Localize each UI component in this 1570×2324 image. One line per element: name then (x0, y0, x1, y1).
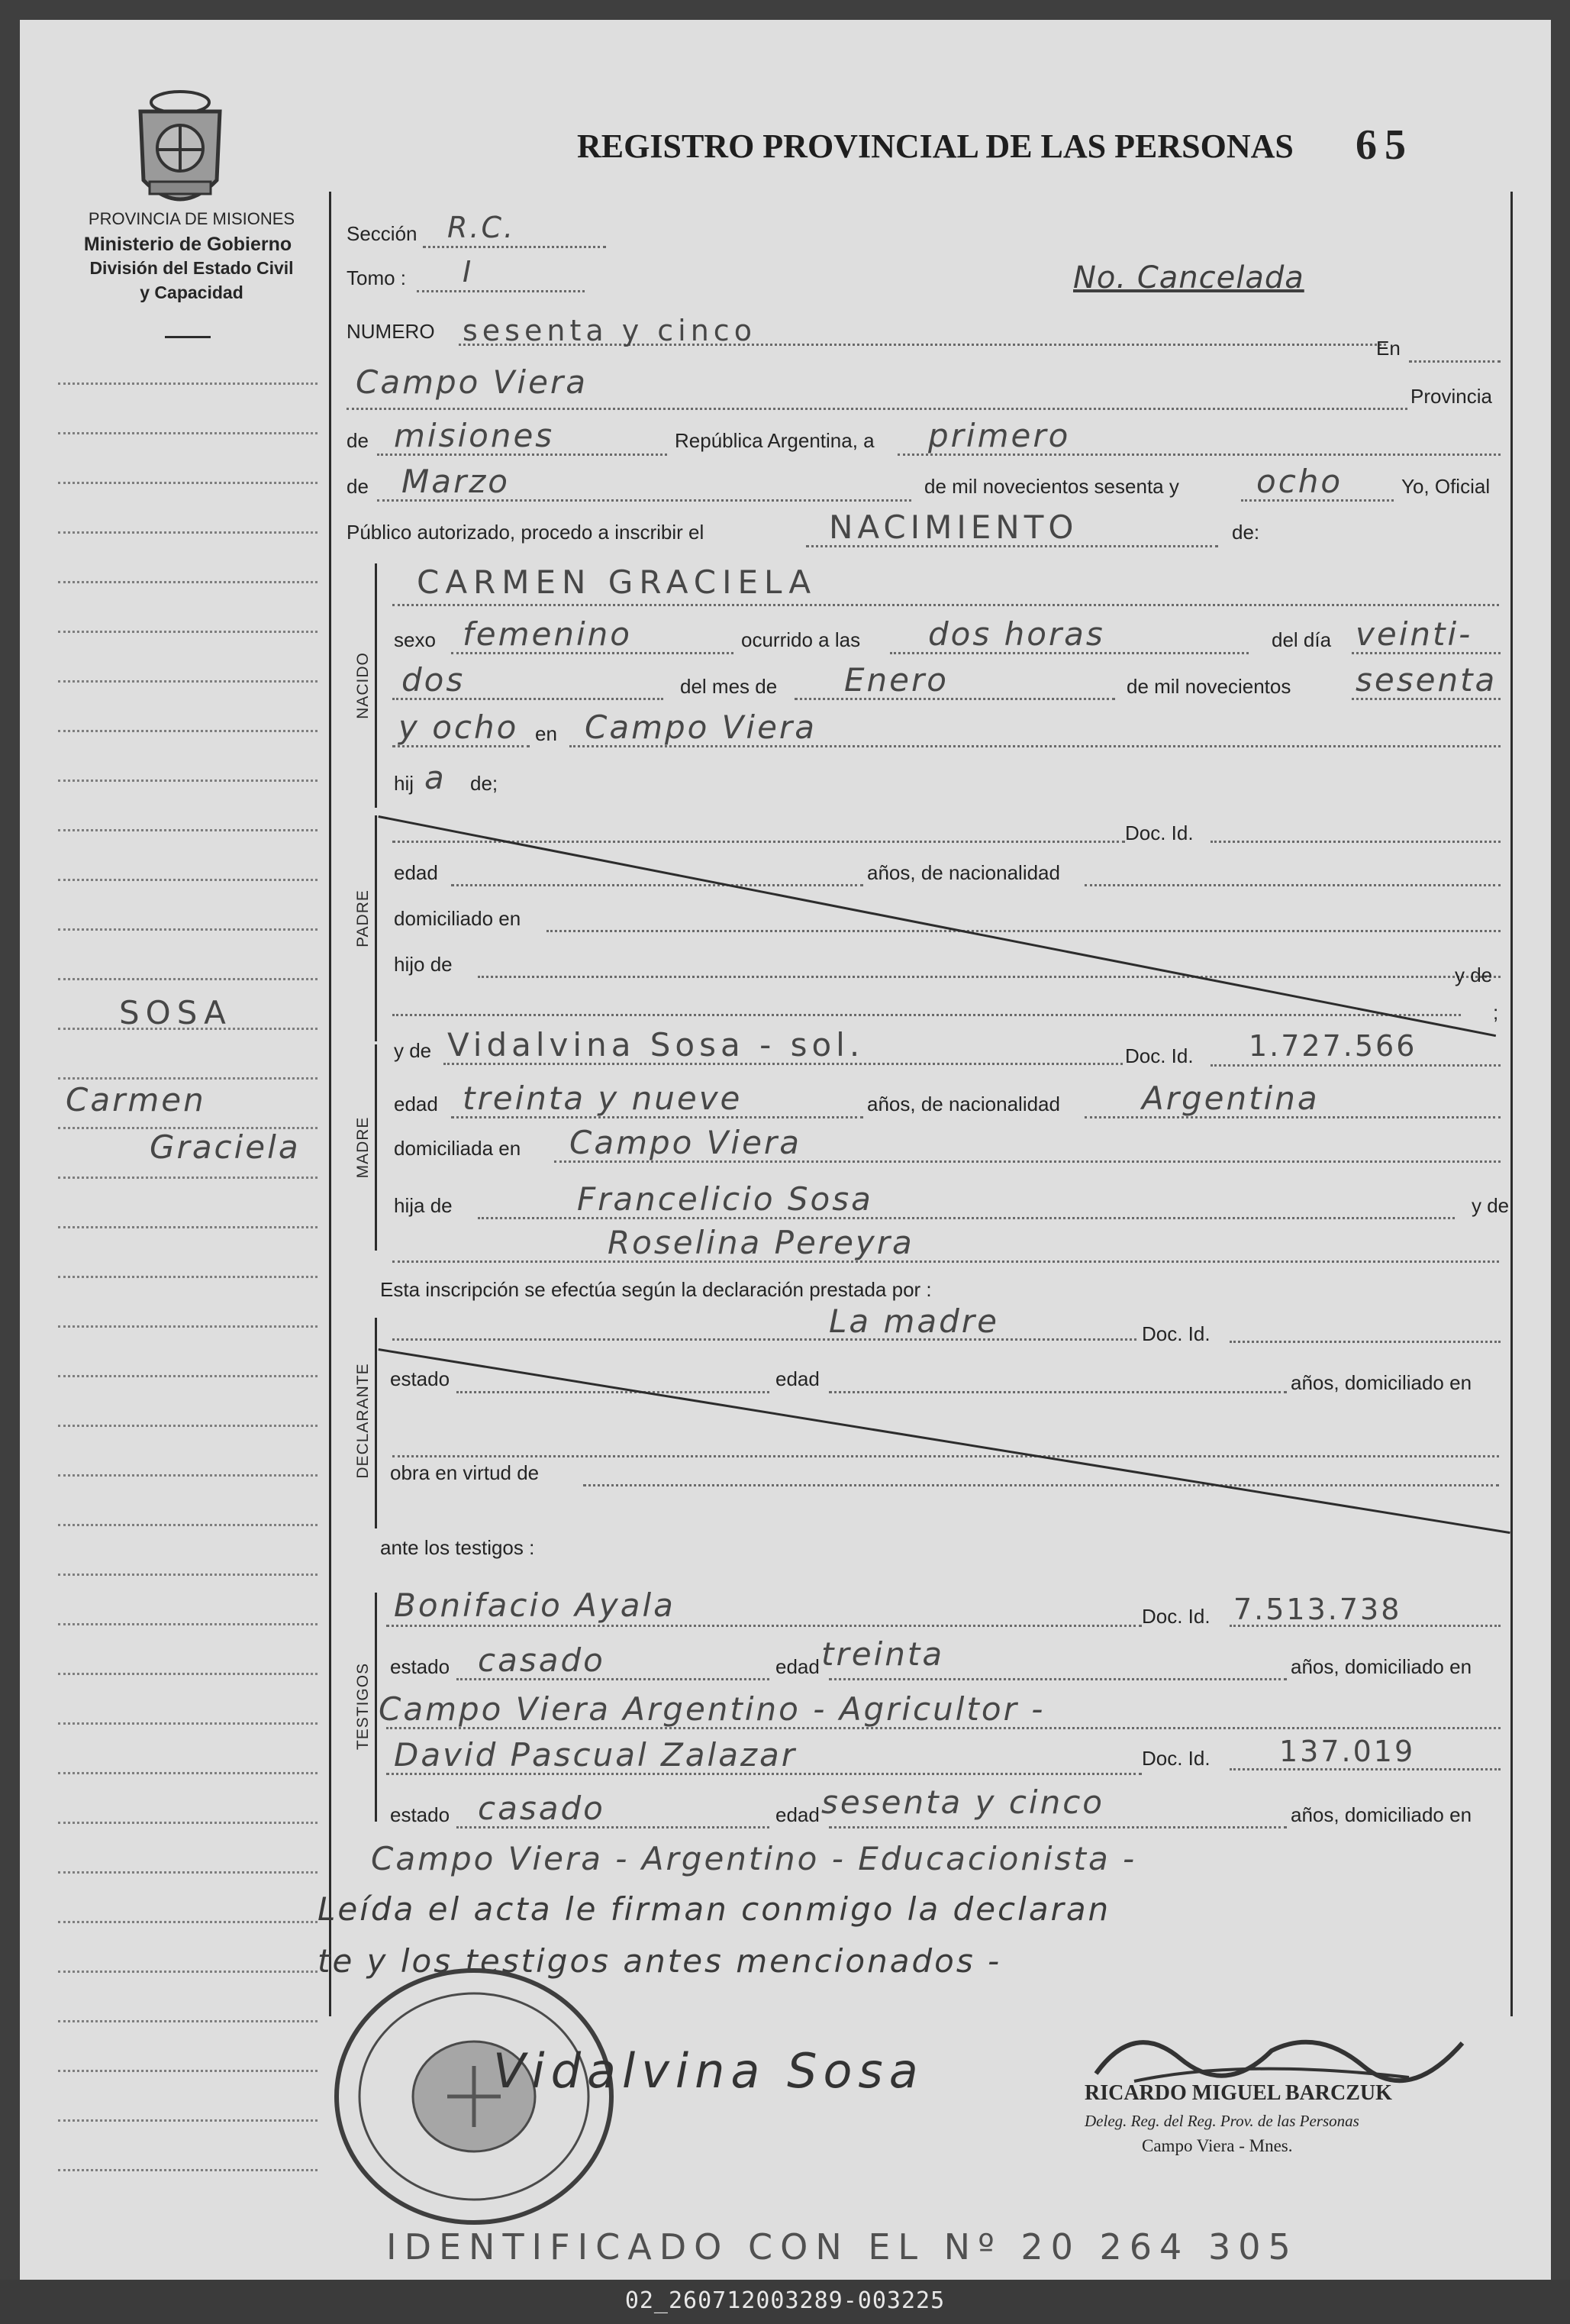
declarante-edad-label: edad (775, 1367, 820, 1390)
nacido-name: CARMEN GRACIELA (417, 563, 817, 601)
declarante-estado-label: estado (390, 1367, 450, 1390)
seccion-value: R.C. (447, 211, 516, 244)
de2-label: de: (1232, 521, 1260, 544)
divider (165, 336, 211, 338)
dia-value-1: veinti- (1356, 615, 1473, 653)
declarante-signature: Vidalvina Sosa (493, 2043, 924, 2099)
madre-doc-value: 1.727.566 (1249, 1029, 1417, 1063)
officer-place: Campo Viera - Mnes. (1142, 2136, 1293, 2155)
testigos-rule (375, 1593, 377, 1822)
witness1-doc-value: 7.513.738 (1233, 1593, 1402, 1626)
hour-value: dos horas (928, 615, 1105, 653)
margin-given-1: Carmen (66, 1081, 206, 1118)
identification-note: IDENTIFICADO CON EL Nº 20 264 305 (386, 2226, 1298, 2268)
hij-label: hij (394, 772, 414, 795)
officer-role: Deleg. Reg. del Reg. Prov. de las Personas (1085, 2112, 1359, 2130)
closing-line-2: te y los testigos antes mencionados - (318, 1942, 1002, 1980)
padre-hijo-label: hijo de (394, 953, 453, 976)
madre-yde-label: y de (394, 1039, 432, 1062)
provincia-label: Provincia (1410, 385, 1492, 408)
hij-value: a (424, 759, 446, 796)
declarante-rule (375, 1318, 377, 1528)
witness2-name: David Pascual Zalazar (394, 1736, 797, 1774)
page-number: 65 (1356, 121, 1414, 169)
numero-label: NUMERO (347, 320, 435, 343)
place-value: Campo Viera (356, 363, 588, 401)
register-title: REGISTRO PROVINCIAL DE LAS PERSONAS (577, 127, 1294, 165)
madre-doc-label: Doc. Id. (1125, 1044, 1194, 1067)
madre-domicilio-value: Campo Viera (569, 1124, 801, 1161)
madre-yde2-label: y de (1472, 1194, 1510, 1217)
madre-edad-value: treinta y nueve (463, 1080, 743, 1117)
padre-yde-label: y de (1455, 963, 1493, 986)
image-footer-id: 02_260712003289-003225 (624, 2287, 946, 2314)
declarante-intro: Esta inscripción se efectúa según la declaración prestada por : (380, 1278, 932, 1301)
madre-name: Vidalvina Sosa - sol. (447, 1026, 865, 1064)
madre-mother-value: Roselina Pereyra (608, 1224, 914, 1261)
seccion-label: Sección (347, 222, 417, 245)
coat-of-arms-icon (127, 89, 234, 215)
witness2-domicilio-label: años, domiciliado en (1291, 1803, 1472, 1826)
year-value: ocho (1256, 463, 1343, 500)
padre-nacionalidad-label: años, de nacionalidad (867, 861, 1060, 884)
madre-rule (375, 1044, 377, 1251)
en-label: En (1376, 337, 1401, 360)
form-left-rule (329, 192, 331, 2016)
padre-section-label: PADRE (354, 889, 372, 947)
certificate-sheet (20, 20, 1551, 2280)
nacido-rule (375, 563, 377, 808)
republica-label: República Argentina, a (675, 429, 875, 452)
oficial-label: Yo, Oficial (1401, 475, 1491, 498)
witness2-estado-value: casado (478, 1790, 605, 1827)
witness1-edad-label: edad (775, 1655, 820, 1678)
declarante-obra-label: obra en virtud de (390, 1461, 540, 1484)
declarante-domicilio-label: años, domiciliado en (1291, 1371, 1472, 1394)
lugar-value: Campo Viera (585, 708, 817, 746)
padre-semicolon: ; (1493, 1001, 1499, 1024)
publico-label: Público autorizado, procedo a inscribir el (347, 521, 704, 544)
hij-de-label: de; (470, 772, 498, 795)
closing-line-1: Leída el acta le firman conmigo la declaran (318, 1890, 1111, 1928)
declarante-doc-label: Doc. Id. (1142, 1322, 1211, 1345)
witness1-estado-value: casado (478, 1641, 605, 1679)
padre-edad-label: edad (394, 861, 438, 884)
anio-value-1: sesenta (1356, 661, 1497, 699)
anio-value-2: y ocho (398, 708, 519, 746)
madre-nacionalidad-label: años, de nacionalidad (867, 1093, 1060, 1115)
witness2-doc-label: Doc. Id. (1142, 1747, 1211, 1770)
witness1-doc-label: Doc. Id. (1142, 1605, 1211, 1628)
numero-value: sesenta y cinco (463, 314, 756, 347)
witness2-edad-value: sesenta y cinco (821, 1783, 1104, 1821)
padre-doc-label: Doc. Id. (1125, 821, 1194, 844)
anio-label: de mil novecientos (1127, 675, 1291, 698)
margin-given-2: Graciela (150, 1128, 301, 1166)
dia-label: del día (1272, 628, 1332, 651)
testigos-section-label: TESTIGOS (354, 1662, 372, 1751)
madre-edad-label: edad (394, 1093, 438, 1115)
witness1-edad-value: treinta (821, 1635, 945, 1673)
declarante-section-label: DECLARANTE (354, 1363, 372, 1479)
madre-nacionalidad-value: Argentina (1142, 1080, 1320, 1117)
month-value: Marzo (401, 463, 510, 500)
nacido-en-label: en (535, 722, 557, 745)
margin-surname: SOSA (119, 994, 232, 1031)
testigos-intro: ante los testigos : (380, 1536, 535, 1559)
declarante-value: La madre (829, 1302, 999, 1340)
witness1-name: Bonifacio Ayala (394, 1586, 675, 1624)
padre-rule (375, 815, 377, 1041)
witness1-domicilio-value: Campo Viera Argentino - Agricultor - (379, 1690, 1046, 1728)
de-label-2: de (347, 475, 369, 498)
sexo-value: femenino (463, 615, 632, 653)
tomo-value: I (463, 255, 474, 289)
division-capacity: y Capacidad (140, 282, 243, 302)
madre-hija-label: hija de (394, 1194, 453, 1217)
madre-domicilio-label: domiciliada en (394, 1137, 521, 1160)
province-value: misiones (394, 417, 555, 454)
form-right-rule (1510, 192, 1513, 2016)
padre-domicilio-label: domiciliado en (394, 907, 521, 930)
witness2-doc-value: 137.019 (1279, 1735, 1416, 1768)
year-label: de mil novecientos sesenta y (924, 475, 1179, 498)
province-name: PROVINCIA DE MISIONES (88, 209, 295, 228)
mes-value: Enero (844, 661, 949, 699)
ocurrido-label: ocurrido a las (741, 628, 861, 651)
nacido-section-label: NACIDO (354, 652, 372, 719)
ministry-name: Ministerio de Gobierno (83, 234, 292, 255)
officer-name: RICARDO MIGUEL BARCZUK (1085, 2081, 1392, 2105)
witness2-estado-label: estado (390, 1803, 450, 1826)
sexo-label: sexo (394, 628, 436, 651)
witness2-domicilio-value: Campo Viera - Argentino - Educacionista - (371, 1840, 1137, 1877)
division-name: División del Estado Civil (89, 258, 294, 278)
de-label: de (347, 429, 369, 452)
mes-label: del mes de (680, 675, 778, 698)
dia-value-2: dos (401, 661, 466, 699)
cancel-annotation: No. Cancelada (1073, 260, 1304, 295)
witness1-estado-label: estado (390, 1655, 450, 1678)
padre-cancel-line (378, 815, 1499, 1037)
witness2-edad-label: edad (775, 1803, 820, 1826)
madre-father-value: Francelicio Sosa (577, 1180, 873, 1218)
day-value: primero (928, 417, 1071, 454)
act-value: NACIMIENTO (829, 508, 1078, 546)
madre-section-label: MADRE (354, 1116, 372, 1179)
witness1-domicilio-label: años, domiciliado en (1291, 1655, 1472, 1678)
tomo-label: Tomo : (347, 266, 407, 289)
